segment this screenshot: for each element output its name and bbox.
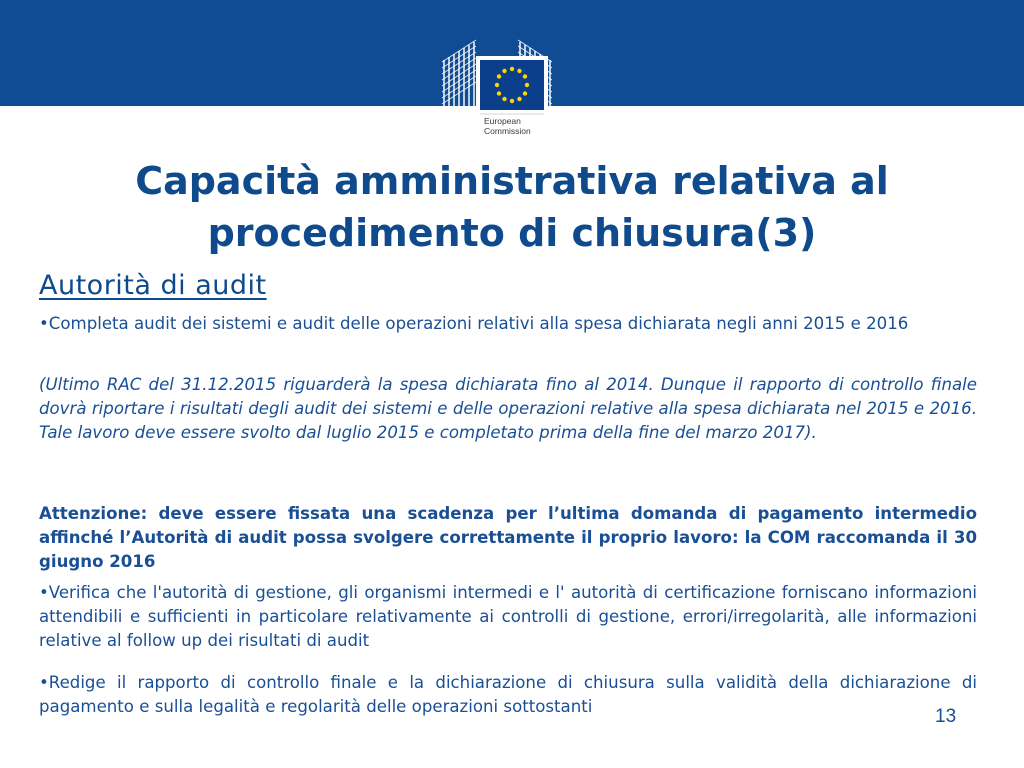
page-number: 13 (935, 706, 957, 727)
logo-text-line1: European (484, 116, 521, 126)
slide-title (60, 155, 964, 259)
bullet-paragraph-1: •Completa audit dei sistemi e audit delle operazioni relativi alla spesa dichiarata negli anni 2015 e 2016 (39, 314, 909, 333)
attention-paragraph: Attenzione: deve essere fissata una scadenza per l’ultima domanda di pagamento intermedio affinché l’Autorità di audit possa svolgere correttamente il proprio lavoro: la COM raccomanda il 30 giugno 2016 (39, 504, 977, 571)
european-commission-logo (436, 30, 558, 144)
slide-title-line1: Capacità amministrativa relativa al (135, 159, 889, 203)
bullet-paragraph-3: •Redige il rapporto di controllo finale e la dichiarazione di chiusura sulla validità della dichiarazione di pagamento e sulla legalità e regolarità delle operazioni sottostanti (39, 673, 977, 716)
slide-title-line2: procedimento di chiusura(3) (207, 211, 817, 255)
building-left-lines (442, 40, 476, 106)
section-heading: Autorità di audit (39, 270, 267, 301)
bullet-paragraph-2: •Verifica che l'autorità di gestione, gli organismi intermedi e l' autorità di certificazione forniscano informazioni attendibili e sufficienti in particolare relativamente ai controlli di gestione, errori/irregolarità, alle informazioni relative al follow up dei risultati di audit (39, 583, 977, 650)
ec-logo-graphic (436, 30, 558, 144)
italic-note-paragraph: (Ultimo RAC del 31.12.2015 riguarderà la spesa dichiarata fino al 2014. Dunque il rapporto di controllo finale dovrà riportare i risultati degli audit dei sistemi e delle operazioni relative alla spesa dichiarata nel 2015 e 2016. Tale lavoro deve essere svolto dal luglio 2015 e completato prima della fine del marzo 2017). (39, 375, 977, 442)
logo-text-line2: Commission (484, 126, 531, 136)
